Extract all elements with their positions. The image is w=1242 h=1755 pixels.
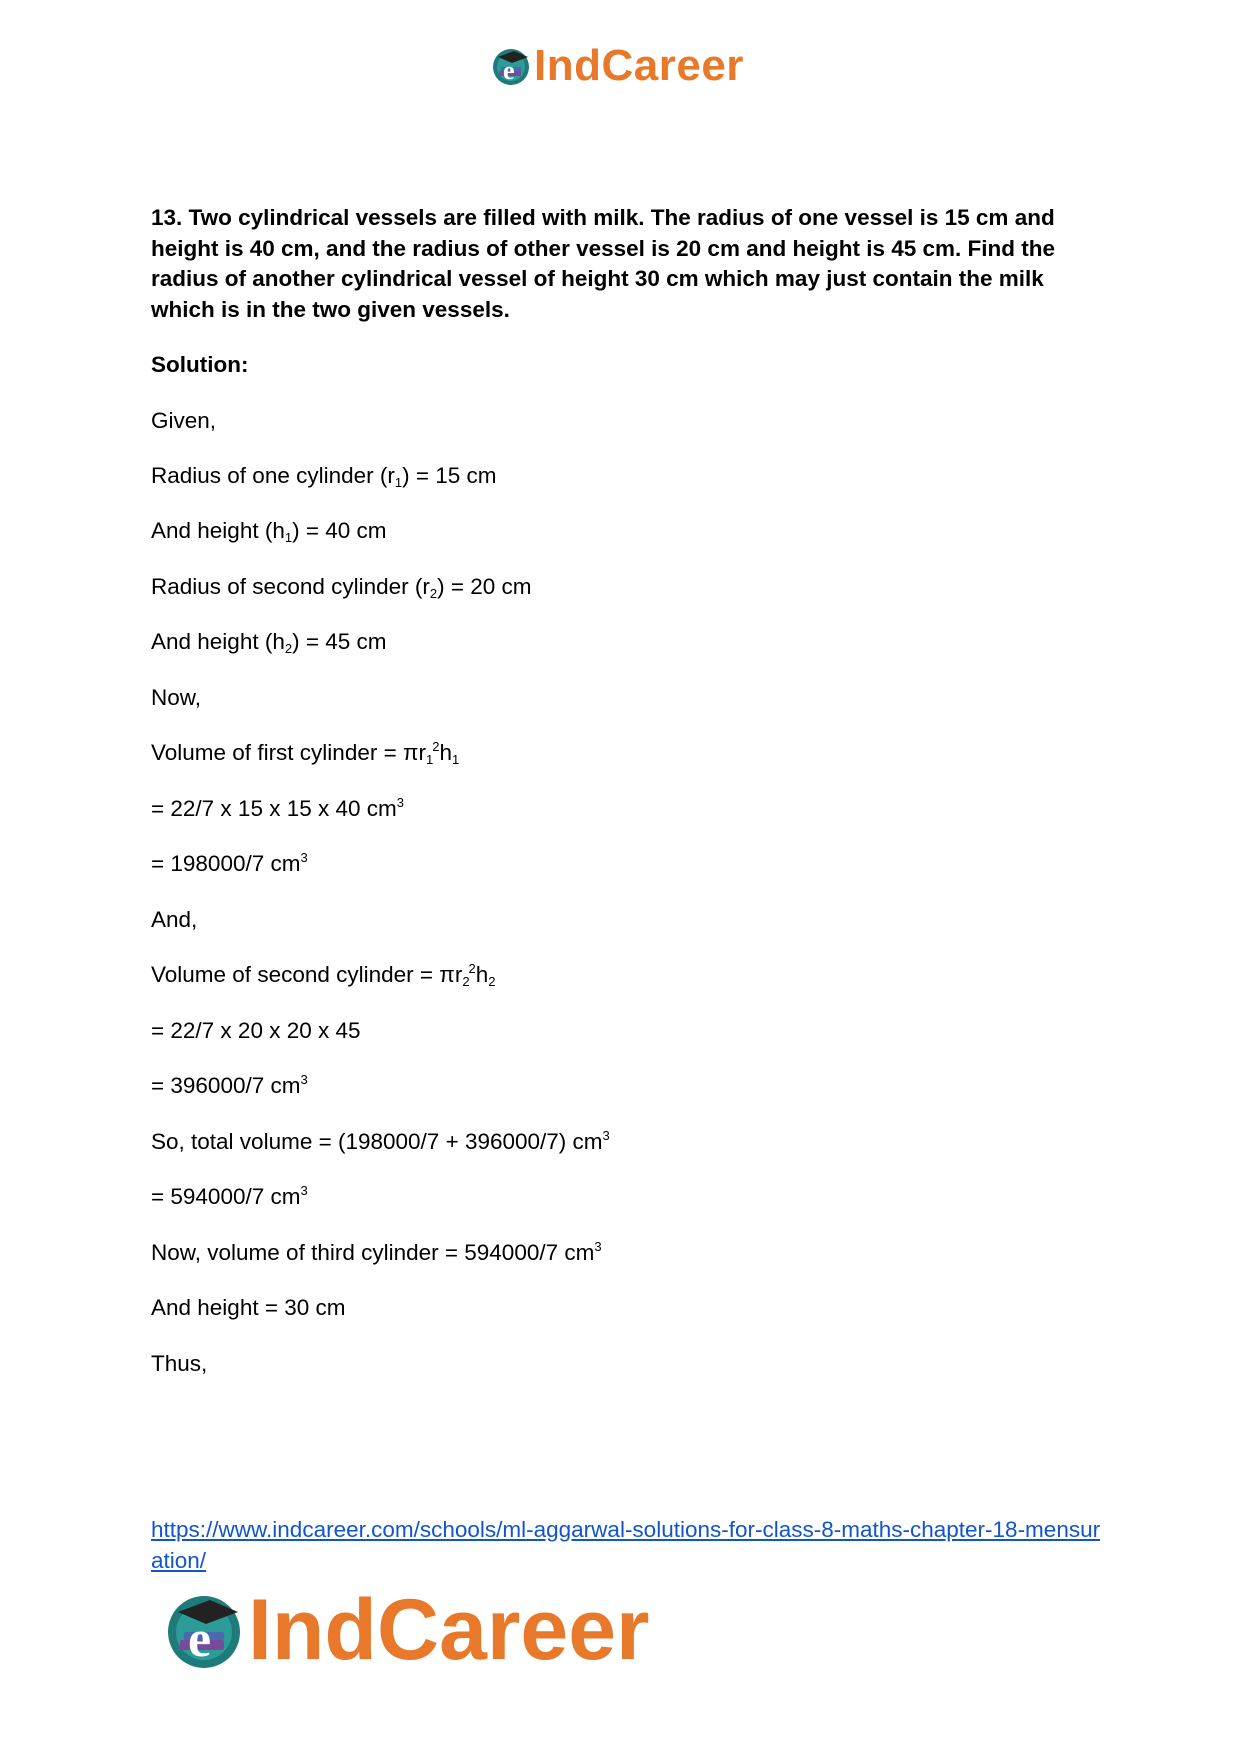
header-logo: [490, 41, 744, 90]
solution-line: And,: [151, 907, 198, 932]
document-body: [151, 203, 1091, 325]
solution-label: Solution:: [151, 352, 249, 377]
solution-line: Radius of second cylinder $(r_2) = 20$ cm: [151, 574, 532, 601]
solution-line: So, total volume = (198000/7 + 396000/7) $cm^3$: [151, 1128, 610, 1154]
solution-line: And height $(h_1) = 40$ cm: [151, 518, 387, 545]
solution-line: Now,: [151, 685, 202, 710]
solution-line: Thus,: [151, 1351, 208, 1376]
solution-line: Now, volume of third cylinder = 594000/7 $cm^3$: [151, 1239, 602, 1265]
source-link[interactable]: https://www.indcareer.com/schools/ml-aggarwal-solutions-for-class-8-maths-chapter-18-mensuration/: [151, 1517, 1101, 1573]
solution-line: Radius of one cylinder $(r_1) = 15$ cm: [151, 463, 497, 490]
indcareer-emblem-icon: [490, 45, 532, 87]
solution-line: And height $(h_2) = 45$ cm: [151, 629, 387, 656]
solution-line: = 22/7 x 20 x 20 x 45: [151, 1018, 361, 1043]
solution-line: = 198000/7 $cm^3$: [151, 850, 308, 876]
indcareer-emblem-icon: [162, 1588, 246, 1672]
solution-line: = 396000/7 $cm^3$: [151, 1072, 308, 1098]
solution-line: = 22/7 x 15 x 15 x 40 $cm^3$: [151, 795, 404, 821]
footer-logo: [162, 1582, 650, 1678]
question-text: 13. Two cylindrical vessels are filled with milk. The radius of one vessel is 15 cm and height is 40 cm, and the radius of other vessel is 20 cm and height is 45 cm. Find the radius of another cylindrical vessel of height 30 cm which may just contain the milk which is in the two given vessels.: [151, 205, 1055, 322]
solution-line: = 594000/7 $cm^3$: [151, 1183, 308, 1209]
svg-text:e: e: [503, 56, 515, 85]
solution-line: And height = 30 cm: [151, 1295, 346, 1320]
solution-line: Given,: [151, 408, 217, 433]
svg-text:e: e: [188, 1611, 212, 1668]
brand-name: IndCareer: [534, 41, 744, 90]
brand-name: IndCareer: [248, 1582, 650, 1678]
solution-line: Volume of second cylinder = $\pi r_2^2h_2$: [151, 961, 496, 989]
solution-line: Volume of first cylinder = $\pi r_1^2h_1$: [151, 739, 460, 767]
